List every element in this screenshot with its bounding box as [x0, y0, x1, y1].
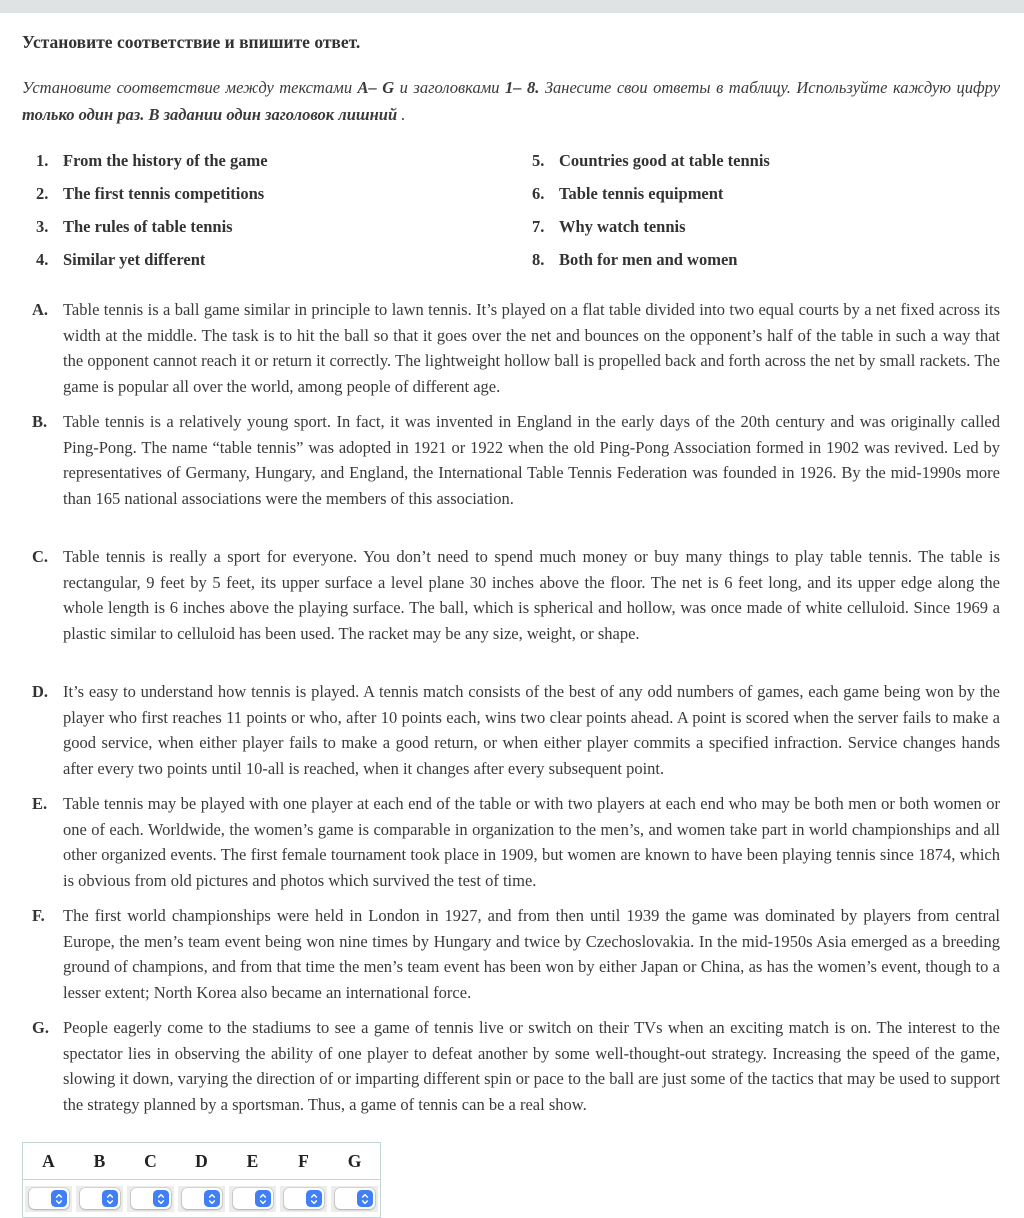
heading-item-7 — [518, 217, 1000, 237]
heading-label: Similar yet different — [63, 250, 206, 269]
answer-table — [22, 1142, 381, 1218]
heading-number: 7. — [532, 217, 545, 236]
select-background — [280, 1186, 327, 1212]
paragraph-g — [22, 1015, 1000, 1117]
heading-label: Why watch tennis — [559, 217, 686, 236]
chevron-updown-icon — [306, 1190, 322, 1207]
instructions-text: и заголовками — [394, 78, 505, 97]
paragraph-letter: E. — [32, 794, 48, 813]
answer-column-header-d: D — [195, 1150, 208, 1171]
paragraph-letter: A. — [32, 300, 49, 319]
answer-cell-d — [176, 1180, 227, 1217]
paragraph-text: It’s easy to understand how tennis is played. A tennis match consists of the best of any odd numbers of games, each game being won by the player who first reaches 11 points or who, after 10 points each, wins two clear points ahead. A point is scored when the server fails to make a good service, when either player fails to make a good return, or when either player commits a specified infraction. Service changes hands after every two points until 10-all is reached, when it changes after every subsequent point. — [63, 682, 1000, 778]
heading-number: 2. — [36, 184, 49, 203]
answer-column-header-a: A — [42, 1150, 55, 1171]
answer-column-header-b: B — [93, 1150, 106, 1171]
instructions-bold-once: только один раз. В задании один заголовок лишний — [22, 105, 398, 124]
chevron-updown-icon — [255, 1190, 271, 1207]
paragraph-d — [22, 679, 1000, 781]
paragraph-letter: D. — [32, 682, 49, 701]
chevron-updown-icon — [102, 1190, 118, 1207]
paragraph-text: Table tennis is a ball game similar in principle to lawn tennis. It’s played on a flat table divided into two equal courts by a net fixed across its width at the middle. The task is to hit the ball so that it goes over the net and bounces on the opponent’s half of the table in such a way that the opponent cannot reach it or return it correctly. The lightweight hollow ball is propelled back and forth across the net by small rackets. The game is popular all over the world, among people of different age. — [63, 300, 1000, 396]
instructions-bold-range-ag: A– G — [357, 78, 395, 97]
heading-item-3 — [22, 217, 518, 237]
answer-select-b[interactable] — [80, 1188, 120, 1209]
heading-label: Countries good at table tennis — [559, 151, 770, 170]
answer-select-a[interactable] — [29, 1188, 69, 1209]
heading-item-6 — [518, 184, 1000, 204]
text-paragraphs — [22, 297, 1000, 1117]
chevron-updown-icon — [357, 1190, 373, 1207]
select-background — [25, 1186, 72, 1212]
paragraph-text: People eagerly come to the stadiums to see a game of tennis live or switch on their TVs when an exciting match is on. The interest to the spectator lies in observing the ability of one player to defeat another by some well-thought-out strategy. Increasing the speed of the game, slowing it down, varying the direction of or imparting different spin or pace to the ball are just some of the tactics that may be used to support the strategy planned by a sportsman. Thus, a game of tennis can be a real show. — [63, 1018, 1000, 1114]
heading-item-8 — [518, 250, 1000, 270]
paragraph-letter: F. — [32, 906, 45, 925]
chevron-updown-icon — [153, 1190, 169, 1207]
answer-column-header-g: G — [347, 1150, 362, 1171]
answer-cell-a — [23, 1180, 74, 1217]
heading-label: Table tennis equipment — [559, 184, 724, 203]
answer-select-f[interactable] — [284, 1188, 324, 1209]
answer-cell-g — [329, 1180, 380, 1217]
select-background — [331, 1186, 378, 1212]
headings-list — [22, 151, 1000, 270]
answer-column-header-f: F — [298, 1150, 309, 1171]
answer-table-select-row — [23, 1180, 380, 1217]
paragraph-a — [22, 297, 1000, 399]
paragraph-letter: G. — [32, 1018, 49, 1037]
answer-cell-b — [74, 1180, 125, 1217]
heading-item-2 — [22, 184, 518, 204]
paragraph-letter: B. — [32, 412, 48, 431]
answer-cell-f — [278, 1180, 329, 1217]
heading-number: 6. — [532, 184, 545, 203]
heading-number: 5. — [532, 151, 545, 170]
paragraph-text: Table tennis is a relatively young sport. In fact, it was invented in England in the early days of the 20th century and was originally called Ping-Pong. The name “table tennis” was adopted in 1921 or 1922 when the old Ping-Pong Association formed in 1902 was revived. Led by representatives of Germany, Hungary, and England, the International Table Tennis Federation was founded in 1926. By the mid-1990s more than 165 national associations were the members of this association. — [63, 412, 1000, 508]
heading-number: 8. — [532, 250, 545, 269]
instructions-text: Занесите свои ответы в таблицу. Используйте каждую цифру — [539, 78, 1001, 97]
heading-number: 3. — [36, 217, 49, 236]
heading-item-5 — [518, 151, 1000, 171]
answer-select-e[interactable] — [233, 1188, 273, 1209]
task-page — [0, 32, 1024, 1218]
chevron-updown-icon — [204, 1190, 220, 1207]
paragraph-c — [22, 544, 1000, 646]
select-background — [178, 1186, 225, 1212]
answer-column-header-c: C — [144, 1150, 157, 1171]
paragraph-text: Table tennis may be played with one player at each end of the table or with two players at each end who may be both men or both women or one of each. Worldwide, the women’s game is comparable in organization to the men’s, and women take part in world championships and all other organized events. The first female tournament took place in 1909, but women are known to have been playing tennis since 1874, which is obvious from old pictures and photos which survived the test of time. — [63, 794, 1000, 890]
answer-select-d[interactable] — [182, 1188, 222, 1209]
answer-cell-c — [125, 1180, 176, 1217]
heading-label: The rules of table tennis — [63, 217, 233, 236]
paragraph-text: Table tennis is really a sport for everyone. You don’t need to spend much money or buy many things to play table tennis. The table is rectangular, 9 feet by 5 feet, its upper surface a level plane 30 inches above the floor. The net is 6 feet long, and its upper edge along the whole length is 6 inches above the playing surface. The ball, which is spherical and hollow, was once made of white celluloid. Since 1969 a plastic similar to celluloid has been used. The racket may be any size, weight, or shape. — [63, 547, 1000, 643]
select-background — [76, 1186, 123, 1212]
heading-item-4 — [22, 250, 518, 270]
paragraph-letter: C. — [32, 547, 49, 566]
page-title: Установите соответствие и впишите ответ. — [22, 32, 361, 52]
heading-number: 1. — [36, 151, 49, 170]
heading-label: The first tennis competitions — [63, 184, 265, 203]
instructions-text: . — [397, 105, 406, 124]
answer-select-g[interactable] — [335, 1188, 375, 1209]
select-background — [229, 1186, 276, 1212]
heading-number: 4. — [36, 250, 49, 269]
heading-item-1 — [22, 151, 518, 171]
paragraph-b — [22, 409, 1000, 511]
heading-label: From the history of the game — [63, 151, 268, 170]
instructions-bold-range-18: 1– 8. — [505, 78, 540, 97]
answer-column-header-e: E — [246, 1150, 259, 1171]
paragraph-f — [22, 903, 1000, 1005]
answer-select-c[interactable] — [131, 1188, 171, 1209]
paragraph-e — [22, 791, 1000, 893]
select-background — [127, 1186, 174, 1212]
answer-cell-e — [227, 1180, 278, 1217]
instructions-text: Установите соответствие между текстами — [22, 78, 358, 97]
heading-label: Both for men and women — [559, 250, 738, 269]
task-instructions — [22, 74, 1000, 128]
chevron-updown-icon — [51, 1190, 67, 1207]
answer-table-header-row — [23, 1143, 380, 1180]
top-divider-bar — [0, 0, 1024, 13]
paragraph-text: The first world championships were held in London in 1927, and from then until 1939 the game was dominated by players from central Europe, the men’s team event being won nine times by Hungary and twice by Czechoslovakia. In the mid-1950s Asia emerged as a breeding ground of champions, and from that time the men’s team event has been won by either Japan or China, as has the women’s event, though to a lesser extent; North Korea also became an international force. — [63, 906, 1000, 1002]
